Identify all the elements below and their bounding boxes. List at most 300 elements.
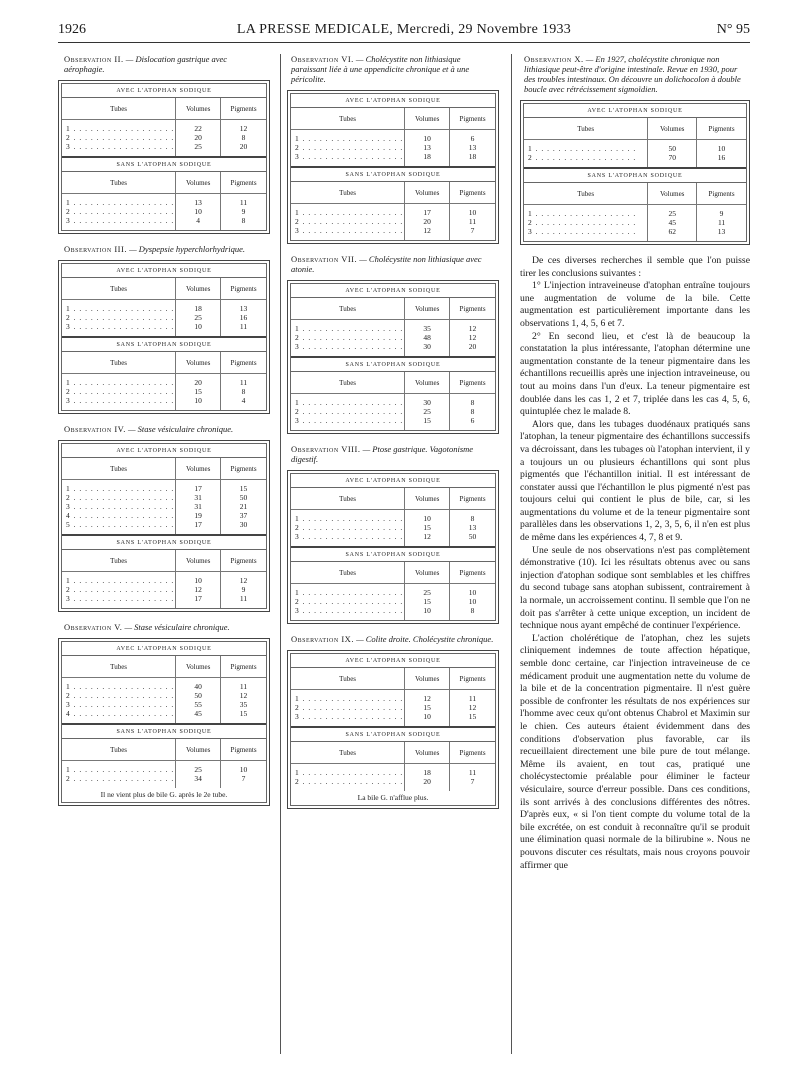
volume-value: 20 — [423, 777, 431, 786]
volume-value: 10 — [423, 134, 431, 143]
volume-value: 13 — [194, 198, 202, 207]
volume-value: 35 — [423, 324, 431, 333]
tube-number: 1 . . . . . . . . . . . . . . . . . . — [66, 576, 175, 585]
pigment-value: 10 — [468, 208, 477, 217]
observation-obs4 — [58, 424, 270, 612]
section-title: SANS L'ATOPHAN SODIQUE — [291, 356, 495, 372]
tube-number: 1 . . . . . . . . . . . . . . . . . . — [295, 588, 404, 597]
data-table — [62, 172, 266, 230]
results-table — [58, 80, 270, 234]
header-volumes: Volumes — [405, 372, 449, 394]
section-title: SANS L'ATOPHAN SODIQUE — [62, 534, 266, 550]
pigments-column — [221, 352, 266, 410]
volume-value: 12 — [194, 585, 202, 594]
volumes-column — [648, 183, 697, 241]
pigment-value: 13 — [239, 304, 248, 313]
volumes-column — [176, 278, 221, 336]
header-pigments: Pigments — [450, 182, 495, 204]
volumes-column — [176, 550, 221, 608]
volume-value: 10 — [423, 606, 431, 615]
pigment-value: 20 — [468, 342, 477, 351]
volume-value: 17 — [194, 484, 202, 493]
data-table — [291, 108, 495, 166]
volume-value: 17 — [194, 520, 202, 529]
volume-value: 19 — [194, 511, 202, 520]
pigments-column — [450, 108, 495, 166]
pigment-value: 50 — [468, 532, 477, 541]
volume-value: 34 — [194, 774, 202, 783]
data-table — [291, 488, 495, 546]
volume-value: 17 — [194, 594, 202, 603]
pigment-value: 50 — [239, 493, 248, 502]
header-volumes: Volumes — [405, 562, 449, 584]
section-title: SANS L'ATOPHAN SODIQUE — [62, 723, 266, 739]
tube-number: 2 . . . . . . . . . . . . . . . . . . — [66, 493, 175, 502]
pigments-column — [221, 458, 266, 534]
tubes-column — [62, 278, 176, 336]
pigment-value: 4 — [241, 396, 246, 405]
observation-caption — [291, 254, 495, 274]
results-table — [58, 638, 270, 806]
volume-value: 18 — [423, 768, 431, 777]
data-table — [62, 98, 266, 156]
header-tubes: Tubes — [62, 172, 175, 194]
header-pigments: Pigments — [450, 668, 495, 690]
column-right — [520, 54, 750, 872]
header-pigments: Pigments — [221, 172, 266, 194]
pigment-value: 11 — [468, 694, 477, 703]
tubes-column — [62, 458, 176, 534]
observation-caption — [64, 424, 266, 434]
data-table — [291, 742, 495, 791]
header-volumes: Volumes — [176, 98, 220, 120]
tubes-column — [291, 488, 405, 546]
pigment-value: 8 — [241, 216, 246, 225]
pigment-value: 11 — [468, 217, 477, 226]
pigments-column — [697, 183, 746, 241]
volume-value: 40 — [194, 682, 202, 691]
pigment-value: 13 — [468, 523, 477, 532]
pigment-value: 9 — [241, 585, 246, 594]
header-volumes: Volumes — [405, 182, 449, 204]
data-table — [524, 118, 746, 167]
observation-description: — Dyspepsie hyperchlorhydrique. — [126, 244, 246, 254]
pigment-value: 6 — [470, 134, 475, 143]
observation-heading: Observation X. — [524, 54, 584, 64]
tube-number: 2 . . . . . . . . . . . . . . . . . . — [295, 703, 404, 712]
tube-number: 2 . . . . . . . . . . . . . . . . . . — [295, 217, 404, 226]
results-table — [520, 100, 750, 245]
tube-number: 1 . . . . . . . . . . . . . . . . . . — [295, 694, 404, 703]
tube-number: 1 . . . . . . . . . . . . . . . . . . — [66, 124, 175, 133]
tube-number: 1 . . . . . . . . . . . . . . . . . . — [295, 768, 404, 777]
pigment-value: 18 — [468, 152, 477, 161]
volume-value: 20 — [194, 378, 202, 387]
data-table — [291, 372, 495, 430]
observation-heading: Observation VIII. — [291, 444, 361, 454]
tubes-column — [62, 172, 176, 230]
tube-number: 2 . . . . . . . . . . . . . . . . . . — [528, 153, 637, 162]
volumes-column — [176, 458, 221, 534]
observation-caption — [64, 54, 266, 74]
header-volumes: Volumes — [648, 118, 696, 140]
volume-value: 15 — [423, 597, 431, 606]
volumes-column — [405, 108, 450, 166]
observation-description: — Stase vésiculaire chronique. — [125, 424, 234, 434]
observation-caption — [291, 634, 495, 644]
volume-value: 15 — [423, 703, 431, 712]
pigments-column — [450, 742, 495, 791]
volume-value: 48 — [423, 333, 431, 342]
tube-number: 3 . . . . . . . . . . . . . . . . . . — [66, 700, 175, 709]
volume-value: 10 — [194, 396, 202, 405]
volume-value: 55 — [194, 700, 202, 709]
pigment-value: 11 — [468, 768, 477, 777]
paragraph: Alors que, dans les tubages duodénaux pratiqués sans l'atophan, la teneur pigmentaire des échantillons successifs va décroissant, dans les tubages où l'atophan intervient, il y a toujours un ou plusieurs échantillons qui sont plus pigmentés que l'échantillon initial. Il est intéressant de constater aussi que l'échantillon le plus pigmenté n'est pas toujours celui qui contient le plus de bile, car, si les augmentations du volume et de la teneur pigmentaire sont parallèles dans les observations 1, 2, 3, 5, 6, il n'en est plus de même dans les expériences 4, 7, 8 et 9. — [520, 418, 750, 544]
observation-caption — [64, 244, 266, 254]
section-title: SANS L'ATOPHAN SODIQUE — [291, 726, 495, 742]
pigments-column — [697, 118, 746, 167]
volume-value: 10 — [194, 207, 202, 216]
observation-obs6 — [287, 54, 499, 244]
volume-value: 25 — [194, 142, 202, 151]
tube-number: 3 . . . . . . . . . . . . . . . . . . — [295, 416, 404, 425]
volume-value: 12 — [423, 694, 431, 703]
volume-value: 18 — [194, 304, 202, 313]
pigments-column — [450, 668, 495, 726]
tube-number: 4 . . . . . . . . . . . . . . . . . . — [66, 511, 175, 520]
header-volumes: Volumes — [176, 352, 220, 374]
observation-heading: Observation VI. — [291, 54, 354, 64]
header-tubes: Tubes — [291, 742, 404, 764]
tube-number: 3 . . . . . . . . . . . . . . . . . . — [66, 396, 175, 405]
pigment-value: 7 — [241, 774, 246, 783]
header-pigments: Pigments — [450, 488, 495, 510]
tube-number: 3 . . . . . . . . . . . . . . . . . . — [66, 216, 175, 225]
pigments-column — [221, 278, 266, 336]
pigment-value: 30 — [239, 520, 248, 529]
header-tubes: Tubes — [291, 298, 404, 320]
tubes-column — [291, 108, 405, 166]
volume-value: 31 — [194, 502, 202, 511]
tube-number: 2 . . . . . . . . . . . . . . . . . . — [295, 407, 404, 416]
header-volumes: Volumes — [405, 742, 449, 764]
observation-obs8 — [287, 444, 499, 624]
header-pigments: Pigments — [221, 352, 266, 374]
header-tubes: Tubes — [62, 278, 175, 300]
tube-number: 1 . . . . . . . . . . . . . . . . . . — [295, 134, 404, 143]
volumes-column — [405, 372, 450, 430]
volume-value: 30 — [423, 342, 431, 351]
pigment-value: 16 — [239, 313, 248, 322]
tube-number: 4 . . . . . . . . . . . . . . . . . . — [66, 709, 175, 718]
header-volumes: Volumes — [176, 458, 220, 480]
volume-value: 25 — [423, 588, 431, 597]
tube-number: 1 . . . . . . . . . . . . . . . . . . — [66, 765, 175, 774]
results-table — [287, 650, 499, 809]
volumes-column — [405, 298, 450, 356]
results-table — [58, 260, 270, 414]
pigment-value: 10 — [468, 597, 477, 606]
section-title: AVEC L'ATOPHAN SODIQUE — [524, 104, 746, 118]
data-table — [291, 182, 495, 240]
tube-number: 2 . . . . . . . . . . . . . . . . . . — [295, 333, 404, 342]
volume-value: 15 — [423, 416, 431, 425]
tubes-column — [291, 562, 405, 620]
section-title: AVEC L'ATOPHAN SODIQUE — [291, 94, 495, 108]
header-volumes: Volumes — [176, 550, 220, 572]
volume-value: 10 — [423, 712, 431, 721]
tube-number: 1 . . . . . . . . . . . . . . . . . . — [528, 209, 637, 218]
volume-value: 4 — [196, 216, 201, 225]
observation-description: — Cholécystite non lithiasique paraissant liée à une appendicite chronique et à une péricolite. — [291, 54, 470, 84]
header-volumes: Volumes — [176, 739, 220, 761]
pigment-value: 11 — [239, 198, 248, 207]
observation-heading: Observation III. — [64, 244, 127, 254]
header-tubes: Tubes — [62, 656, 175, 678]
volume-value: 15 — [194, 387, 202, 396]
volumes-column — [176, 98, 221, 156]
tube-number: 1 . . . . . . . . . . . . . . . . . . — [66, 682, 175, 691]
pigment-value: 11 — [239, 594, 248, 603]
header-volumes: Volumes — [648, 183, 696, 205]
tube-number: 3 . . . . . . . . . . . . . . . . . . — [66, 594, 175, 603]
pigment-value: 20 — [239, 142, 248, 151]
header-pigments: Pigments — [221, 739, 266, 761]
volumes-column — [405, 182, 450, 240]
tube-number: 2 . . . . . . . . . . . . . . . . . . — [66, 387, 175, 396]
tubes-column — [62, 739, 176, 788]
pigments-column — [450, 488, 495, 546]
tube-number: 2 . . . . . . . . . . . . . . . . . . — [66, 691, 175, 700]
volume-value: 70 — [668, 153, 676, 162]
column-middle — [287, 54, 499, 819]
header-tubes: Tubes — [62, 98, 175, 120]
results-table — [287, 280, 499, 434]
tubes-column — [291, 298, 405, 356]
pigment-value: 11 — [239, 682, 248, 691]
pigment-value: 37 — [239, 511, 248, 520]
paragraph: De ces diverses recherches il semble que l'on puisse tirer les conclusions suivantes : — [520, 255, 750, 279]
observation-description: — En 1927, cholécystite chronique non lithiasique peut-être d'origine intestinale. Revue en 1930, pour des troubles intestinaux. On découvre un dolichocolon à double boucle avec rétrécissement sigmoïdien. — [524, 54, 741, 94]
header-pigments: Pigments — [450, 108, 495, 130]
section-title: SANS L'ATOPHAN SODIQUE — [62, 336, 266, 352]
pigment-value: 13 — [468, 143, 477, 152]
header-volumes: Volumes — [176, 656, 220, 678]
observation-description: — Dislocation gastrique avec aérophagie. — [64, 54, 228, 74]
volume-value: 10 — [194, 322, 202, 331]
section-title: AVEC L'ATOPHAN SODIQUE — [62, 84, 266, 98]
header-pigments: Pigments — [450, 298, 495, 320]
observation-heading: Observation II. — [64, 54, 124, 64]
pigment-value: 10 — [239, 765, 248, 774]
volume-value: 10 — [423, 514, 431, 523]
data-table — [524, 183, 746, 241]
header-pigments: Pigments — [450, 562, 495, 584]
column-rule — [511, 54, 512, 1054]
header-volumes: Volumes — [405, 108, 449, 130]
pigment-value: 12 — [239, 124, 248, 133]
data-table — [62, 278, 266, 336]
pigment-value: 12 — [468, 703, 477, 712]
tube-number: 2 . . . . . . . . . . . . . . . . . . — [66, 207, 175, 216]
pigment-value: 15 — [239, 484, 248, 493]
pigments-column — [221, 550, 266, 608]
tube-number: 1 . . . . . . . . . . . . . . . . . . — [295, 208, 404, 217]
pigment-value: 8 — [241, 133, 246, 142]
header-pigments: Pigments — [221, 656, 266, 678]
tube-number: 2 . . . . . . . . . . . . . . . . . . — [66, 313, 175, 322]
data-table — [291, 562, 495, 620]
tube-number: 1 . . . . . . . . . . . . . . . . . . — [295, 324, 404, 333]
tube-number: 2 . . . . . . . . . . . . . . . . . . — [295, 777, 404, 786]
observation-obs9 — [287, 634, 499, 809]
tube-number: 3 . . . . . . . . . . . . . . . . . . — [528, 227, 637, 236]
header-volumes: Volumes — [176, 172, 220, 194]
volumes-column — [176, 352, 221, 410]
pigment-value: 10 — [717, 144, 726, 153]
column-left — [58, 54, 270, 816]
paragraph: 1° L'injection intraveineuse d'atophan entraîne toujours une augmentation de volume de la bile. Cette augmentation est particulièrement importante dans les observations 1, 4, 5, 6 et 7. — [520, 280, 750, 329]
results-table — [287, 90, 499, 244]
volume-value: 45 — [668, 218, 676, 227]
body-text — [520, 255, 750, 872]
observation-description: — Cholécystite non lithiasique avec atonie. — [291, 254, 482, 274]
tube-number: 2 . . . . . . . . . . . . . . . . . . — [528, 218, 637, 227]
pigment-value: 8 — [470, 514, 475, 523]
pigment-value: 13 — [717, 227, 726, 236]
observation-caption — [64, 622, 266, 632]
pigment-value: 8 — [470, 606, 475, 615]
observation-obs10 — [520, 54, 750, 245]
tube-number: 5 . . . . . . . . . . . . . . . . . . — [66, 520, 175, 529]
observation-obs7 — [287, 254, 499, 434]
section-title: SANS L'ATOPHAN SODIQUE — [291, 546, 495, 562]
tube-number: 3 . . . . . . . . . . . . . . . . . . — [295, 342, 404, 351]
tubes-column — [291, 742, 405, 791]
section-title: SANS L'ATOPHAN SODIQUE — [62, 156, 266, 172]
paragraph: 2° En second lieu, et c'est là de beaucoup la constatation la plus intéressante, l'atophan détermine une augmentation constante de la teneur pigmentaire dans les échantillons recueillis après une injection intraveineuse, ou tout au moins dans l'un d'eux. La teneur pigmentaire est doublée dans les cas 1, 2 et 7, triplée dans les cas 4, 5, 6, quintuplée chez le malade 8. — [520, 330, 750, 418]
results-table — [287, 470, 499, 624]
section-title: AVEC L'ATOPHAN SODIQUE — [291, 654, 495, 668]
pigment-value: 15 — [468, 712, 477, 721]
observation-heading: Observation V. — [64, 622, 123, 632]
volume-value: 25 — [668, 209, 676, 218]
section-title: SANS L'ATOPHAN SODIQUE — [524, 167, 746, 183]
header-pigments: Pigments — [450, 372, 495, 394]
header-pigments: Pigments — [221, 550, 266, 572]
pigment-value: 12 — [239, 576, 248, 585]
tube-number: 2 . . . . . . . . . . . . . . . . . . — [66, 133, 175, 142]
tubes-column — [524, 118, 648, 167]
observation-obs5 — [58, 622, 270, 806]
header-pigments: Pigments — [221, 98, 266, 120]
volume-value: 15 — [423, 523, 431, 532]
pigment-value: 7 — [470, 777, 475, 786]
tube-number: 1 . . . . . . . . . . . . . . . . . . — [295, 398, 404, 407]
data-table — [291, 298, 495, 356]
volumes-column — [176, 739, 221, 788]
volumes-column — [405, 488, 450, 546]
pigment-value: 21 — [239, 502, 248, 511]
tube-number: 2 . . . . . . . . . . . . . . . . . . — [295, 523, 404, 532]
volume-value: 50 — [194, 691, 202, 700]
volume-value: 18 — [423, 152, 431, 161]
tube-number: 3 . . . . . . . . . . . . . . . . . . — [66, 142, 175, 151]
pigment-value: 35 — [239, 700, 248, 709]
volume-value: 22 — [194, 124, 202, 133]
tube-number: 1 . . . . . . . . . . . . . . . . . . — [66, 484, 175, 493]
header-tubes: Tubes — [62, 550, 175, 572]
volume-value: 50 — [668, 144, 676, 153]
observation-obs3 — [58, 244, 270, 414]
data-table — [62, 739, 266, 788]
pigment-value: 8 — [470, 398, 475, 407]
paragraph: Une seule de nos observations n'est pas complètement démonstrative (10). Ici les résultats obtenus avec ou sans injection d'atophan sodique sont semblables et les chiffres du second tubage sans atophan subissent, contrairement à la normale, un accroissement continu. Il semble que l'on ne doit pas s'arrêter à cette unique exception, un incident de technique nous ayant empêché de continuer l'expérience. — [520, 544, 750, 632]
header-tubes: Tubes — [62, 352, 175, 374]
header-tubes: Tubes — [62, 458, 175, 480]
tube-number: 3 . . . . . . . . . . . . . . . . . . — [295, 532, 404, 541]
tube-number: 3 . . . . . . . . . . . . . . . . . . — [66, 502, 175, 511]
tubes-column — [524, 183, 648, 241]
issue-number: N° 95 — [716, 22, 750, 37]
pigment-value: 12 — [468, 333, 477, 342]
header-pigments: Pigments — [450, 742, 495, 764]
journal-title: LA PRESSE MEDICALE, Mercredi, 29 Novembre 1933 — [236, 22, 572, 37]
section-title: AVEC L'ATOPHAN SODIQUE — [291, 474, 495, 488]
tube-number: 3 . . . . . . . . . . . . . . . . . . — [295, 606, 404, 615]
header-pigments: Pigments — [697, 183, 746, 205]
observation-description: — Colite droite. Cholécystite chronique. — [353, 634, 494, 644]
tube-number: 2 . . . . . . . . . . . . . . . . . . — [295, 597, 404, 606]
observation-heading: Observation IV. — [64, 424, 126, 434]
volume-value: 20 — [423, 217, 431, 226]
volume-value: 17 — [423, 208, 431, 217]
header-tubes: Tubes — [291, 182, 404, 204]
tube-number: 2 . . . . . . . . . . . . . . . . . . — [66, 774, 175, 783]
pigment-value: 12 — [468, 324, 477, 333]
volume-value: 31 — [194, 493, 202, 502]
header-volumes: Volumes — [405, 488, 449, 510]
section-title: AVEC L'ATOPHAN SODIQUE — [62, 642, 266, 656]
pigment-value: 16 — [717, 153, 726, 162]
header-pigments: Pigments — [221, 458, 266, 480]
pigments-column — [221, 739, 266, 788]
tube-number: 1 . . . . . . . . . . . . . . . . . . — [295, 514, 404, 523]
tube-number: 3 . . . . . . . . . . . . . . . . . . — [295, 226, 404, 235]
tube-number: 1 . . . . . . . . . . . . . . . . . . — [66, 304, 175, 313]
pigment-value: 11 — [239, 378, 248, 387]
volume-value: 12 — [423, 532, 431, 541]
header-volumes: Volumes — [405, 298, 449, 320]
volumes-column — [648, 118, 697, 167]
pigments-column — [221, 656, 266, 723]
volumes-column — [405, 742, 450, 791]
header-pigments: Pigments — [221, 278, 266, 300]
pigments-column — [221, 172, 266, 230]
tubes-column — [62, 550, 176, 608]
pigments-column — [450, 298, 495, 356]
observation-obs2 — [58, 54, 270, 234]
volume-value: 10 — [194, 576, 202, 585]
volume-value: 30 — [423, 398, 431, 407]
paragraph: L'action cholérétique de l'atophan, chez les sujets cliniquement indemnes de toute affection hépatique, semble donc certaine, car l'injection intraveineuse de ce médicament produit une augmentation nette du volume de la bile et de la concentration pigmentaire. Il n'est guère possible de confronter les résultats de nos expériences sur l'homme avec ceux qu'ont obtenus Chabrol et Maximin sur le chien. Ces auteurs étaient évidemment dans des conditions d'observation plus favorable, car ils recueillaient directement une bile pure de tout mélange. Même ils avaient, en tout cas, pratiqué une cholécystectomie préalable pour éliminer le facteur vésiculaire, source d'erreur possible. Dans ces conditions, ils sont arrivés à des conclusions différentes des nôtres. D'après eux, « si l'on tient compte du volume total de la bile excrétée, on est conduit à reconnaître qu'il se produit une élimination quasi normale de la bilirubine ». Nous ne pouvons discuter ces résultats, mais nous croyons pouvoir affirmer que — [520, 632, 750, 871]
table-note: Il ne vient plus de bile G. après le 2e tube. — [100, 790, 228, 799]
volume-value: 62 — [668, 227, 676, 236]
observation-heading: Observation IX. — [291, 634, 354, 644]
tubes-column — [291, 182, 405, 240]
header-volumes: Volumes — [176, 278, 220, 300]
